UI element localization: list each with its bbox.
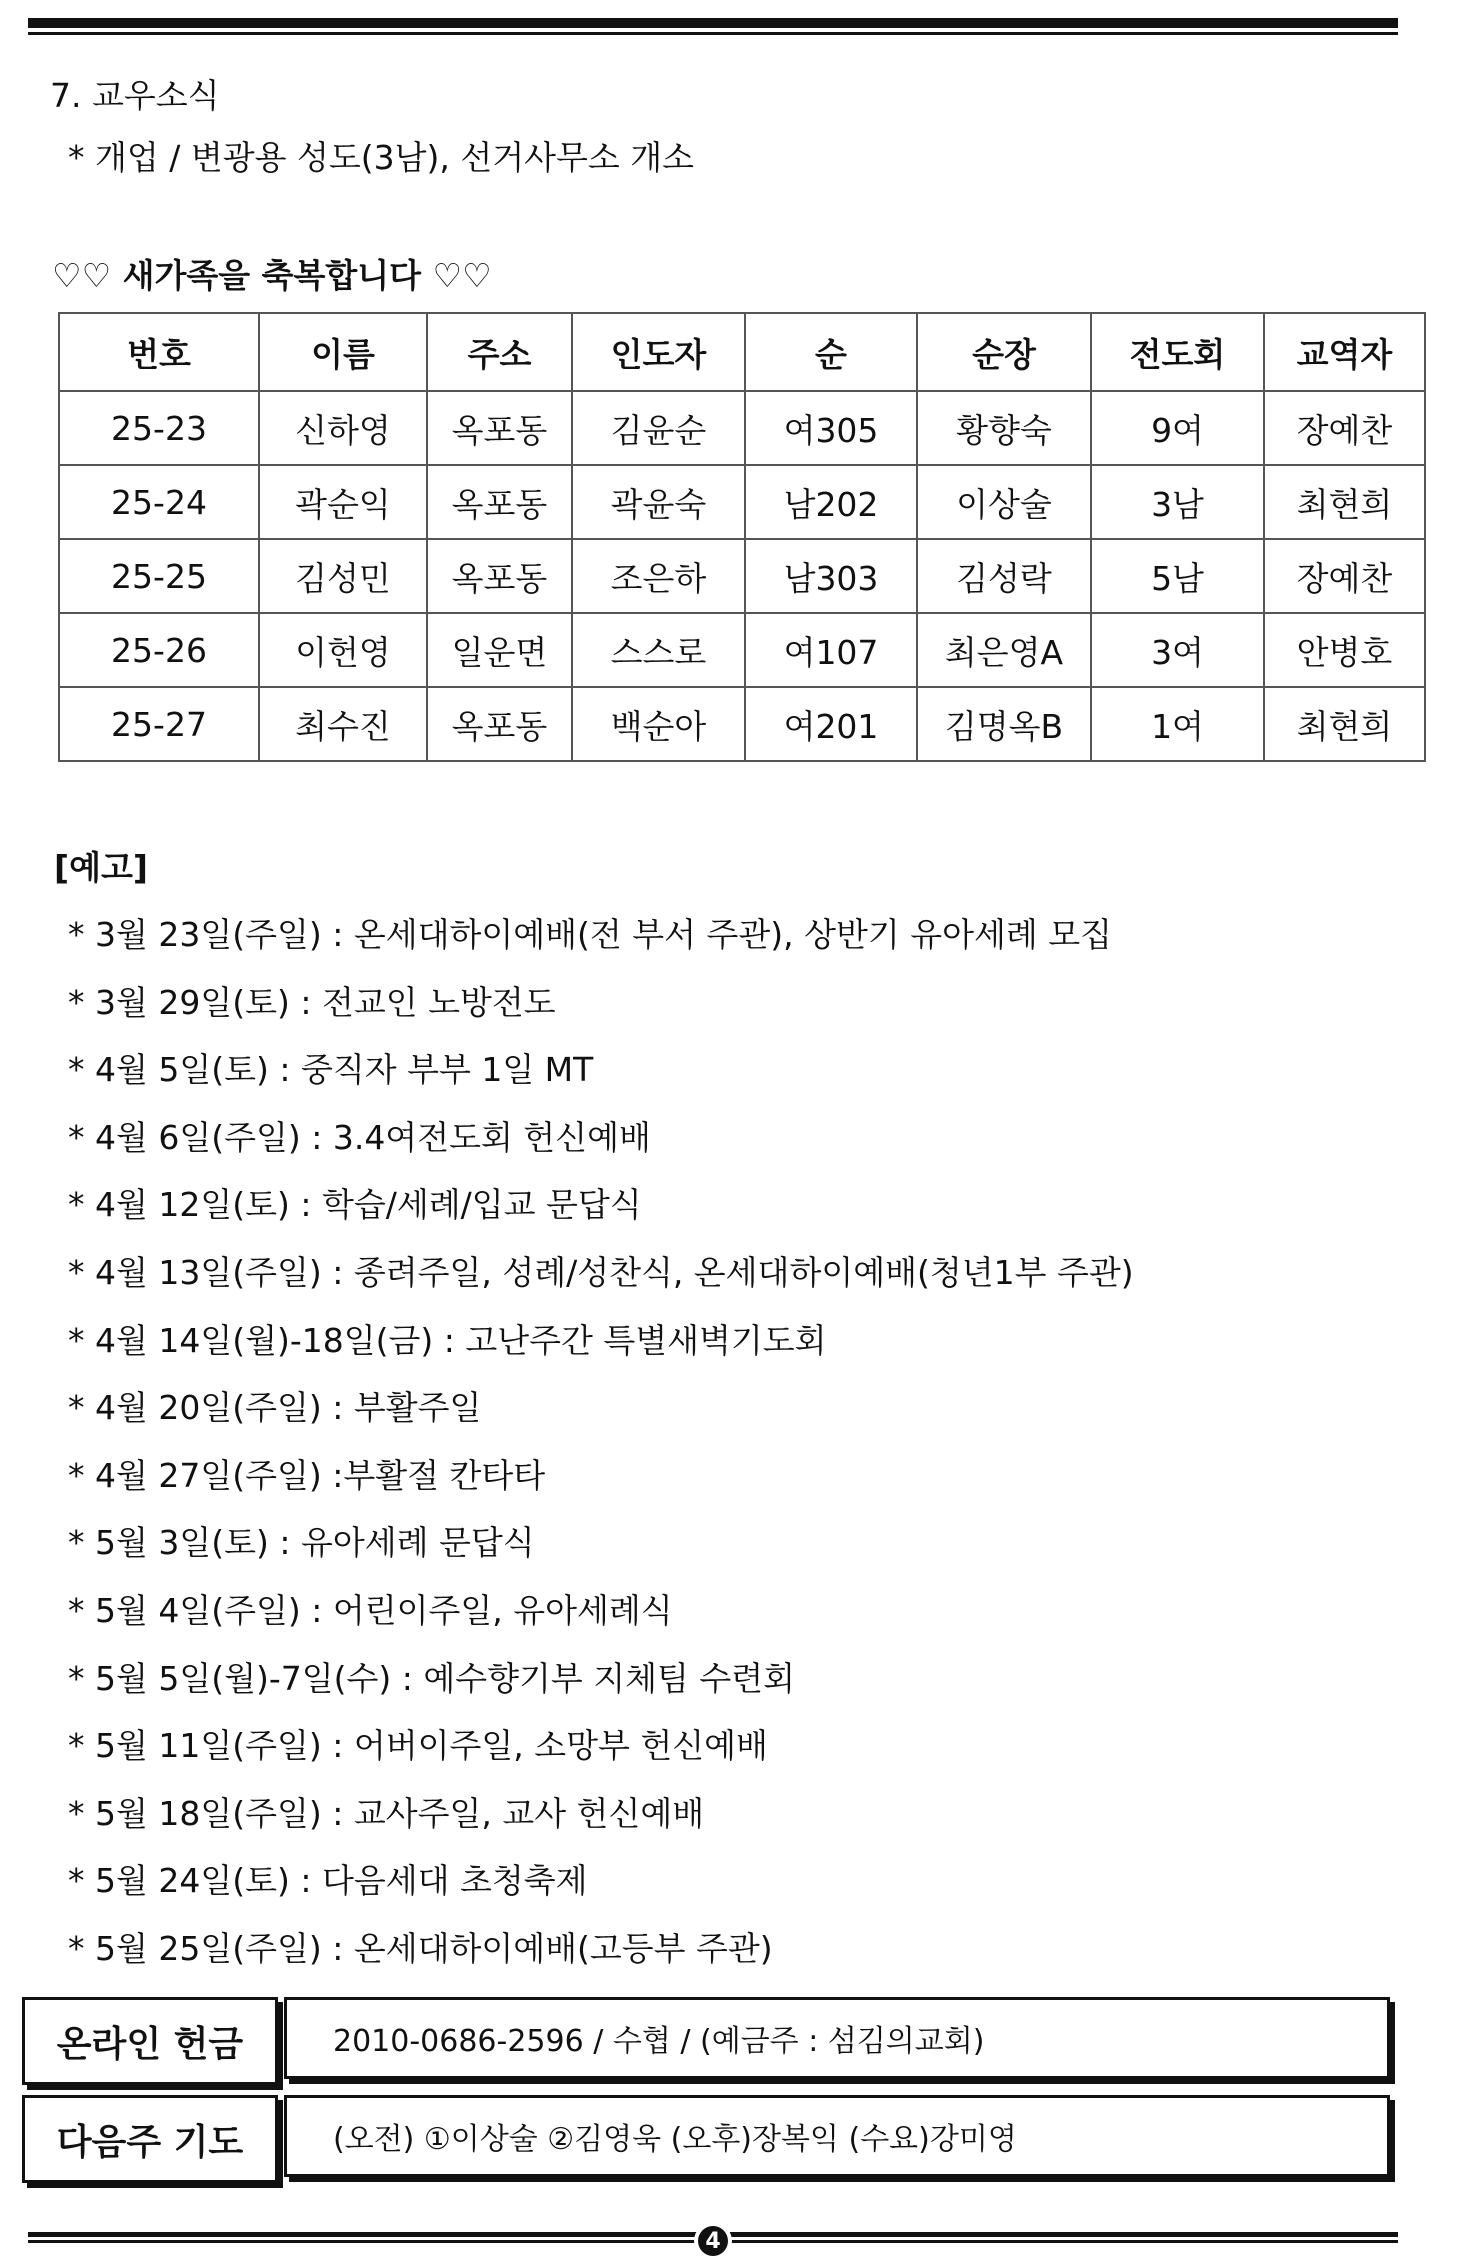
table-cell: 25-24	[59, 465, 259, 539]
table-cell: 25-26	[59, 613, 259, 687]
table-row	[59, 687, 1425, 761]
table-row	[59, 465, 1425, 539]
notice-item: * 4월 14일(월)-18일(금) : 고난주간 특별새벽기도회	[68, 1320, 827, 1360]
table-cell: 최현희	[1264, 465, 1425, 539]
new-family-heading: ♡♡ 새가족을 축복합니다 ♡♡	[52, 256, 492, 295]
notice-item: * 5월 24일(토) : 다음세대 초청축제	[68, 1861, 588, 1901]
table-cell: 조은하	[572, 539, 745, 613]
notice-item: * 5월 18일(주일) : 교사주일, 교사 헌신예배	[68, 1793, 705, 1833]
notice-item: * 5월 25일(주일) : 온세대하이예배(고등부 주관)	[68, 1928, 773, 1968]
table-cell: 이상술	[917, 465, 1091, 539]
notice-item: * 4월 6일(주일) : 3.4여전도회 헌신예배	[68, 1117, 651, 1157]
notice-item: * 3월 23일(주일) : 온세대하이예배(전 부서 주관), 상반기 유아세례 모집	[68, 915, 1112, 954]
column-header-address: 주소	[427, 313, 572, 391]
next-prayer-label: 다음주 기도	[22, 2095, 278, 2183]
notice-item: * 4월 13일(주일) : 종려주일, 성례/성찬식, 온세대하이예배(청년1부 주관)	[68, 1252, 1134, 1292]
table-cell: 남202	[745, 465, 917, 539]
notice-item: * 5월 3일(토) : 유아세례 문답식	[68, 1523, 535, 1563]
notices-list	[68, 910, 1134, 1992]
table-cell: 김명옥B	[917, 687, 1091, 761]
table-cell: 3남	[1091, 465, 1264, 539]
table-cell: 최은영A	[917, 613, 1091, 687]
table-cell: 황향숙	[917, 391, 1091, 465]
column-header-number: 번호	[59, 313, 259, 391]
table-cell: 여305	[745, 391, 917, 465]
table-cell: 김성민	[259, 539, 427, 613]
table-row	[59, 613, 1425, 687]
table-cell: 곽윤숙	[572, 465, 745, 539]
table-cell: 25-27	[59, 687, 259, 761]
table-cell: 9여	[1091, 391, 1264, 465]
table-row	[59, 539, 1425, 613]
notice-item: * 5월 11일(주일) : 어버이주일, 소망부 헌신예배	[68, 1726, 768, 1766]
table-cell: 곽순익	[259, 465, 427, 539]
column-header-name: 이름	[259, 313, 427, 391]
table-cell: 일운면	[427, 613, 572, 687]
table-cell: 백순아	[572, 687, 745, 761]
table-cell: 안병호	[1264, 613, 1425, 687]
notice-item: * 5월 4일(주일) : 어린이주일, 유아세례식	[68, 1590, 673, 1630]
table-cell: 최현희	[1264, 687, 1425, 761]
online-offering-value: 2010-0686-2596 / 수협 / (예금주 : 섬김의교회)	[284, 1997, 1390, 2079]
table-cell: 최수진	[259, 687, 427, 761]
table-cell: 옥포동	[427, 391, 572, 465]
table-cell: 3여	[1091, 613, 1264, 687]
table-cell: 25-23	[59, 391, 259, 465]
notices-heading: [예고]	[54, 848, 148, 887]
new-family-table	[58, 312, 1426, 762]
notice-item: * 4월 27일(주일) :부활절 칸타타	[68, 1455, 546, 1495]
column-header-guide: 인도자	[572, 313, 745, 391]
table-row	[59, 391, 1425, 465]
column-header-pastor: 교역자	[1264, 313, 1425, 391]
top-rule	[28, 18, 1398, 35]
table-cell: 김윤순	[572, 391, 745, 465]
notice-item: * 4월 12일(토) : 학습/세례/입교 문답식	[68, 1185, 642, 1225]
notice-item: * 3월 29일(토) : 전교인 노방전도	[68, 982, 556, 1022]
table-cell: 옥포동	[427, 465, 572, 539]
table-header-row	[59, 313, 1425, 391]
table-cell: 이헌영	[259, 613, 427, 687]
church-news-title: 7. 교우소식	[50, 76, 220, 115]
table-cell: 1여	[1091, 687, 1264, 761]
table-cell: 김성락	[917, 539, 1091, 613]
notice-item: * 4월 20일(주일) : 부활주일	[68, 1388, 482, 1428]
table-cell: 장예찬	[1264, 539, 1425, 613]
page-number: 4	[698, 2226, 728, 2256]
table-cell: 25-25	[59, 539, 259, 613]
table-cell: 5남	[1091, 539, 1264, 613]
table-cell: 스스로	[572, 613, 745, 687]
table-cell: 장예찬	[1264, 391, 1425, 465]
notice-item: * 4월 5일(토) : 중직자 부부 1일 MT	[68, 1050, 594, 1090]
table-cell: 여107	[745, 613, 917, 687]
column-header-mission-society: 전도회	[1091, 313, 1264, 391]
column-header-group-leader: 순장	[917, 313, 1091, 391]
table-cell: 여201	[745, 687, 917, 761]
table-cell: 남303	[745, 539, 917, 613]
table-cell: 옥포동	[427, 539, 572, 613]
online-offering-label: 온라인 헌금	[22, 1997, 278, 2085]
column-header-group: 순	[745, 313, 917, 391]
church-news-item: * 개업 / 변광용 성도(3남), 선거사무소 개소	[68, 138, 694, 177]
table-cell: 신하영	[259, 391, 427, 465]
next-prayer-value: (오전) ①이상술 ②김영욱 (오후)장복익 (수요)강미영	[284, 2095, 1390, 2177]
notice-item: * 5월 5일(월)-7일(수) : 예수향기부 지체팀 수련회	[68, 1658, 795, 1698]
bottom-rule	[28, 2228, 1398, 2254]
table-cell: 옥포동	[427, 687, 572, 761]
